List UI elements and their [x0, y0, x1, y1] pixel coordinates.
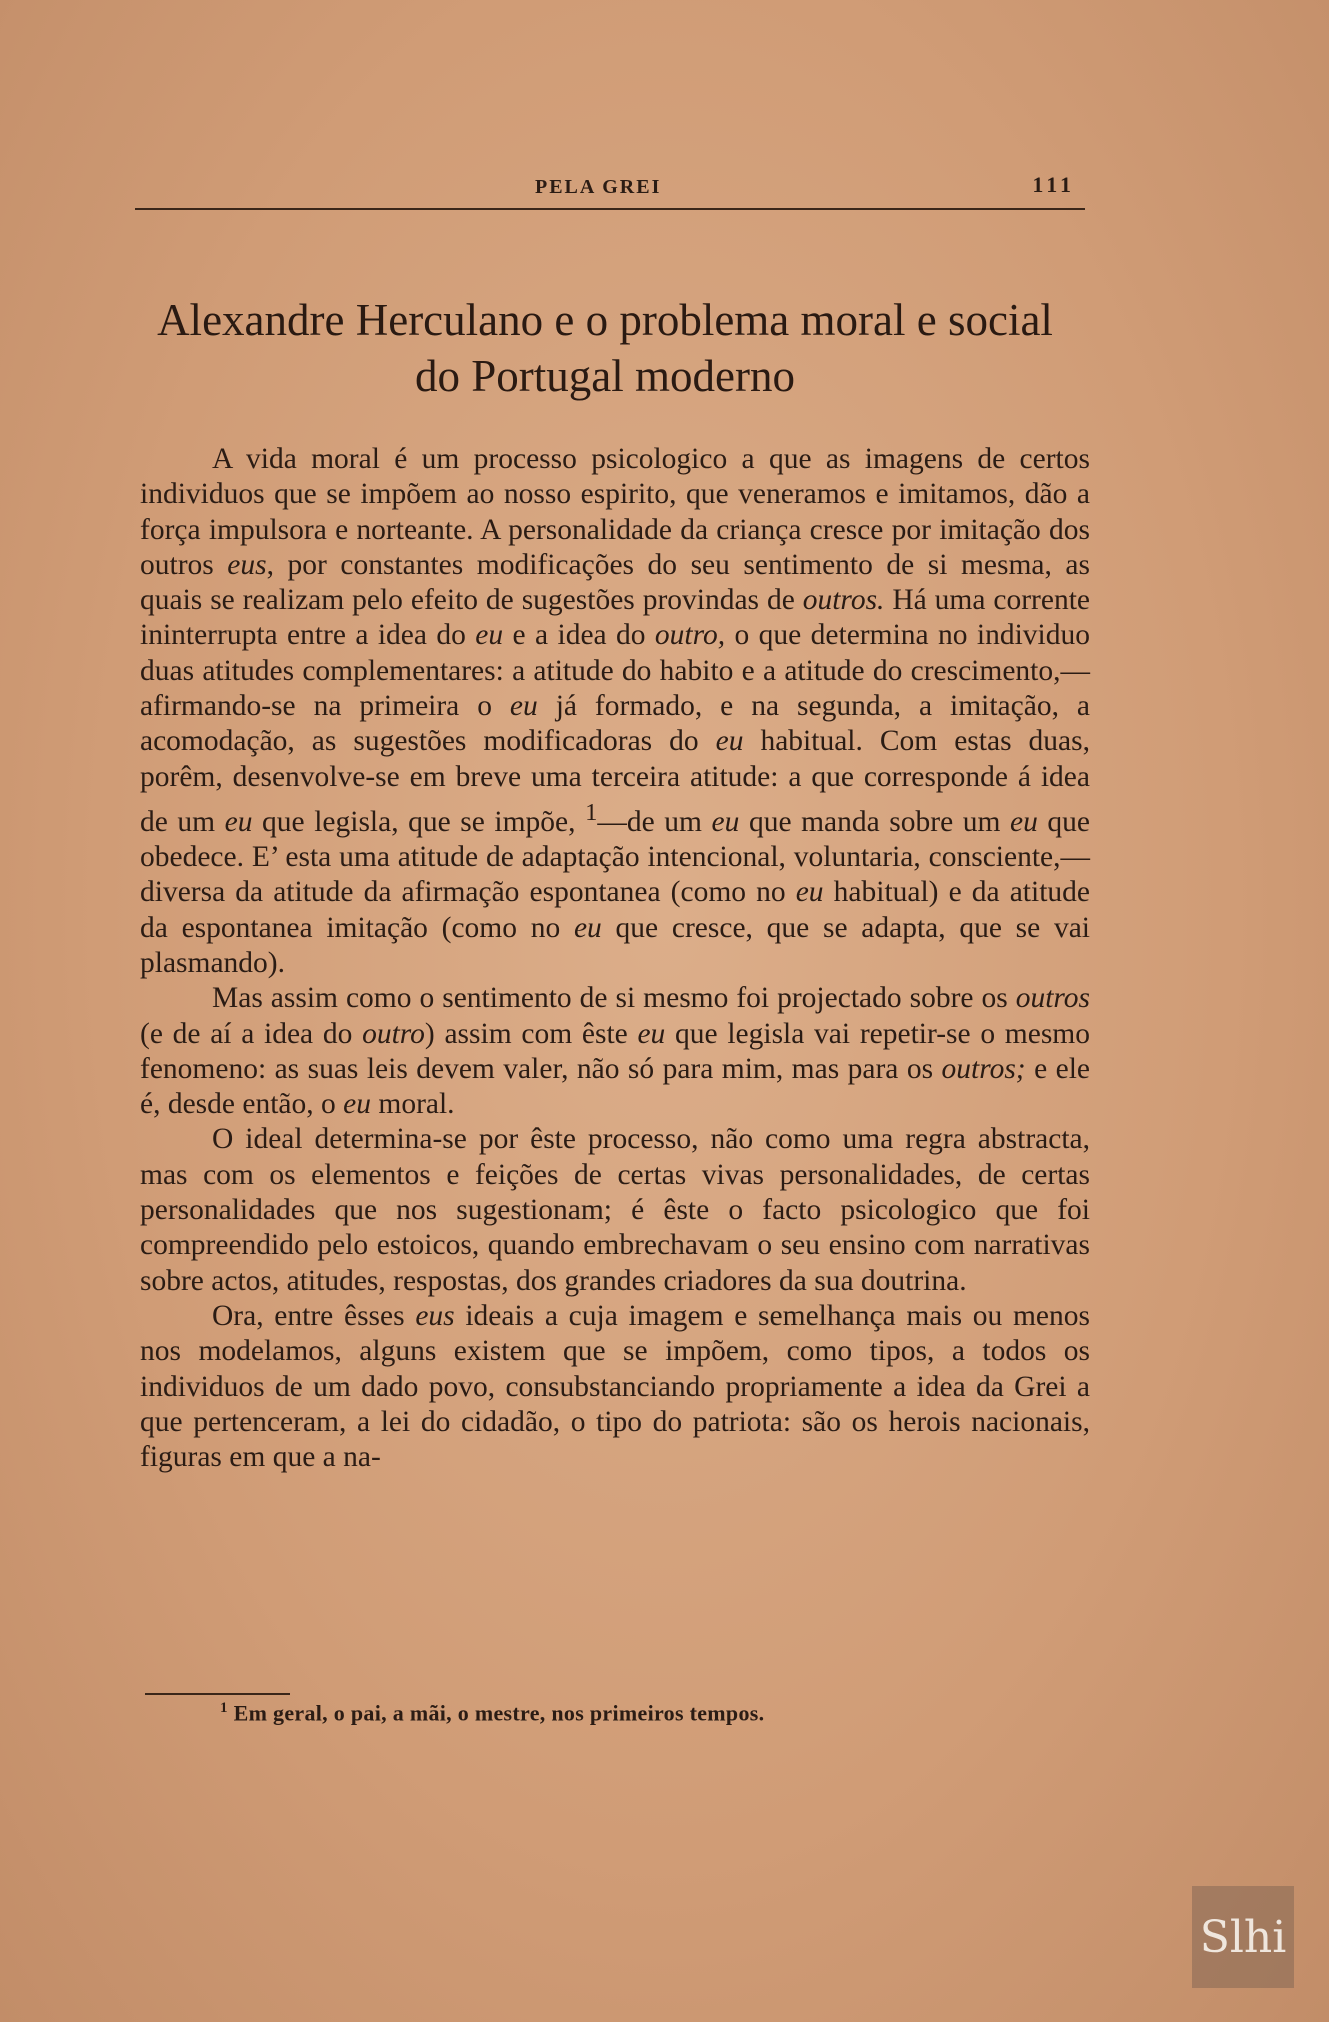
text-run: ) assim com êste: [424, 1017, 638, 1050]
italic-term: eu: [475, 619, 504, 652]
footnote-ref: 1: [585, 798, 598, 826]
article-title-line-2: do Portugal moderno: [415, 351, 795, 401]
text-run: que obedece. E’ esta uma atitude de adaptação intencional, voluntaria, consciente,—diversa da atitude da afirmação espontanea (como no: [140, 805, 1090, 909]
italic-term: outros: [1015, 982, 1090, 1015]
text-run: e a idea do: [503, 619, 655, 652]
italic-term: outros.: [802, 584, 885, 617]
text-run: moral.: [371, 1088, 455, 1121]
footnote-text: Em geral, o pai, a mãi, o mestre, nos primeiros tempos.: [233, 1700, 765, 1726]
footnote: [220, 1700, 1020, 1726]
text-run: Mas assim como o sentimento de si mesmo foi projectado sobre os: [212, 982, 1016, 1015]
italic-term: eu: [343, 1088, 371, 1121]
footnote-marker: 1: [220, 1700, 228, 1716]
italic-term: eu: [509, 690, 538, 723]
italic-term: eu: [1010, 805, 1038, 838]
italic-term: eus: [415, 1299, 455, 1332]
italic-term: eu: [573, 911, 602, 944]
italic-term: eu: [715, 725, 744, 758]
italic-term: eu: [224, 805, 253, 838]
text-run: habitual. Com estas duas, porêm, desenvolve-se em breve uma terceira atitude: a que corresponde á idea de um: [140, 725, 1090, 838]
text-run: Há uma corrente ininterrupta entre a idea do: [140, 584, 1090, 652]
text-run: , por constantes modificações do seu sentimento de si mesma, as quais se realizam pelo efeito de sugestões provindas de: [140, 548, 1091, 617]
text-run: (e de aí a idea do: [140, 1017, 363, 1050]
text-run: que cresce, que se adapta, que se vai plasmando).: [140, 911, 1091, 979]
text-run: A vida moral é um processo psicologico a que as imagens de certos individuos que se impõem ao nosso espirito, que veneramos e imitamos, dão a força impulsora e norteante. A personalidade da criança cresce por imitação dos outros: [140, 443, 1090, 581]
text-run: e ele é, desde então, o: [140, 1052, 1090, 1121]
article-body: [140, 442, 1090, 1475]
text-run: —de um: [597, 805, 712, 838]
italic-term: eu: [637, 1017, 666, 1050]
italic-term: eus: [227, 548, 267, 581]
running-title: PELA GREI: [535, 176, 662, 198]
text-run: já formado, e na segunda, a imitação, a acomodação, as sugestões modificadoras do: [140, 690, 1090, 758]
text-run: o que determina no individuo duas atitudes complementares: a atitude do habito e a atitude do crescimento,—afirmando-se na primeira o: [140, 619, 1090, 723]
text-run: O ideal determina-se por êste processo, não como uma regra abstracta, mas com os elementos e feições de certas vivas personalidades, de certas personalidades que nos sugestionam; é êste o facto psicologico que foi compreendido pelo estoicos, quando embrechavam o seu ensino com narrativas sobre actos, atitudes, respostas, dos grandes criadores da sua doutrina.: [140, 1123, 1090, 1297]
text-run: que legisla vai repetir-se o mesmo fenomeno: as suas leis devem valer, não só para mim, mas para os: [140, 1017, 1090, 1085]
text-run: que legisla, que se impõe,: [252, 805, 586, 838]
paragraph-1: [140, 442, 1090, 981]
library-watermark: Slhi: [1192, 1886, 1294, 1988]
paragraph-2: [140, 981, 1090, 1122]
text-run: habitual) e da atitude da espontanea imitação (como no: [140, 876, 1090, 944]
page-number: 111: [1032, 172, 1075, 197]
text-run: Ora, entre êsses: [212, 1299, 416, 1332]
header-rule: [135, 208, 1085, 210]
article-title: [110, 292, 1100, 404]
italic-term: eu: [795, 876, 824, 909]
italic-term: eu: [711, 805, 740, 838]
italic-term: outro,: [654, 619, 726, 652]
paragraph-3: [140, 1122, 1090, 1298]
italic-term: outro: [362, 1017, 425, 1050]
text-run: ideais a cuja imagem e semelhança mais ou menos nos modelamos, alguns existem que se impõem, como tipos, a todos os individuos de um dado povo, consubstanciando propriamente a idea da Grei a que pertenceram, a lei do cidadão, o tipo do patriota: são os herois nacionais, figuras em que a na-: [140, 1299, 1090, 1474]
article-title-line-1: Alexandre Herculano e o problema moral e social: [157, 295, 1053, 345]
italic-term: outros;: [941, 1052, 1026, 1085]
text-run: que manda sobre um: [739, 805, 1010, 838]
running-head: [135, 172, 1085, 212]
paragraph-4: [140, 1299, 1090, 1475]
footnote-rule: [145, 1693, 290, 1695]
